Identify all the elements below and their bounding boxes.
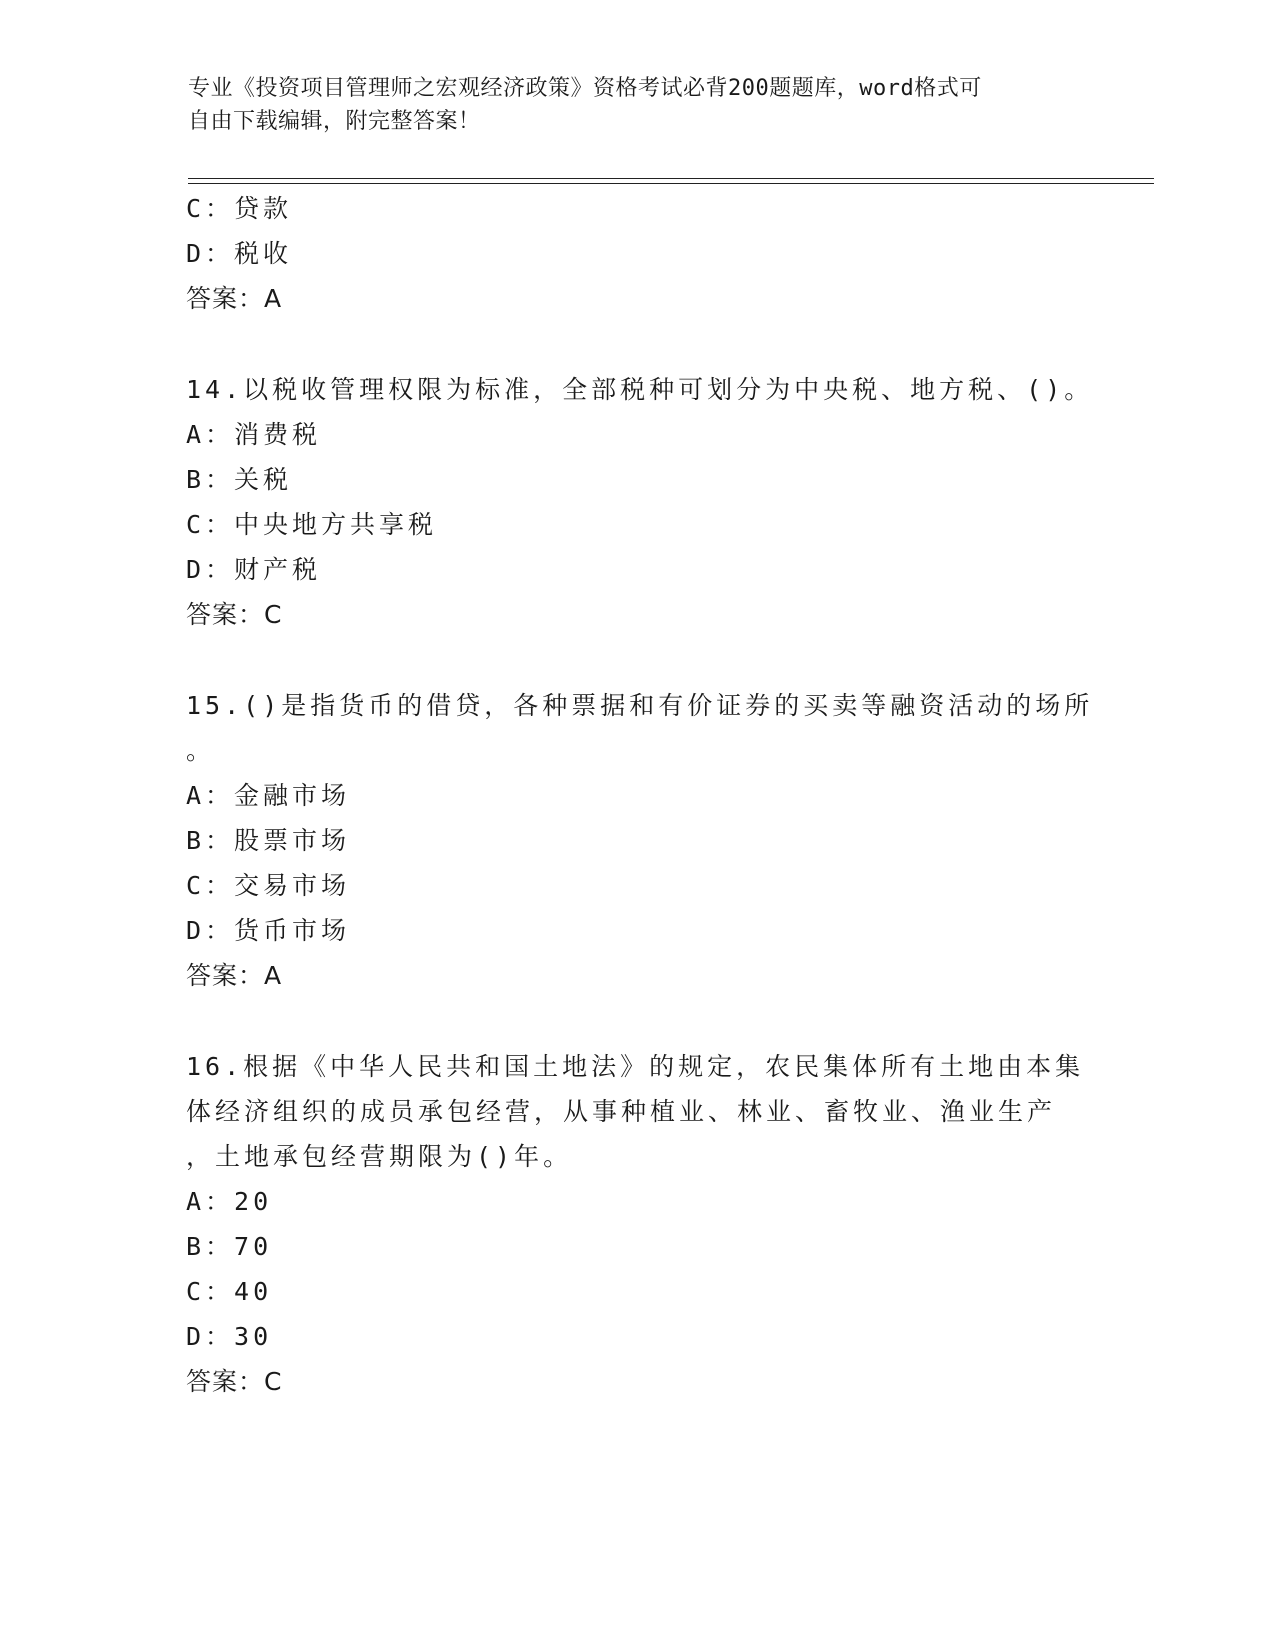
q14-option-b: B：关税 <box>186 465 293 494</box>
q14-option-c: C：中央地方共享税 <box>186 510 438 539</box>
q14-stem: 14.以税收管理权限为标准，全部税种可划分为中央税、地方税、()。 <box>186 375 1094 404</box>
q15-stem-line-2: 。 <box>186 736 216 765</box>
q14-answer: 答案：C <box>186 600 283 629</box>
q15-option-a: A：金融市场 <box>186 781 351 810</box>
q15-answer: 答案：A <box>186 961 283 990</box>
q16-option-b: B：70 <box>186 1232 273 1261</box>
q15-option-b: B：股票市场 <box>186 826 351 855</box>
q15-stem-line-1: 15.()是指货币的借贷，各种票据和有价证券的买卖等融资活动的场所 <box>186 691 1094 720</box>
q14-option-d: D：财产税 <box>186 555 322 584</box>
q14-option-a: A：消费税 <box>186 420 322 449</box>
q13-answer: 答案：A <box>186 284 283 313</box>
header-line-1: 专业《投资项目管理师之宏观经济政策》资格考试必背200题题库，word格式可 <box>188 76 982 101</box>
q13-option-d: D：税收 <box>186 239 293 268</box>
q16-stem-line-1: 16.根据《中华人民共和国土地法》的规定，农民集体所有土地由本集 <box>186 1052 1085 1081</box>
q16-answer: 答案：C <box>186 1367 283 1396</box>
q15-option-d: D：货币市场 <box>186 916 351 945</box>
q15-option-c: C：交易市场 <box>186 871 351 900</box>
document-header <box>188 72 1088 138</box>
q16-option-d: D：30 <box>186 1322 273 1351</box>
header-line-2: 自由下载编辑，附完整答案！ <box>188 109 481 134</box>
q16-option-a: A：20 <box>186 1187 273 1216</box>
q16-stem-line-3: ，土地承包经营期限为()年。 <box>186 1142 573 1171</box>
q16-option-c: C：40 <box>186 1277 273 1306</box>
header-divider-top <box>188 178 1154 179</box>
q13-option-c: C：贷款 <box>186 194 293 223</box>
q16-stem-line-2: 体经济组织的成员承包经营，从事种植业、林业、畜牧业、渔业生产 <box>186 1097 1057 1126</box>
header-divider-bottom <box>188 183 1154 184</box>
